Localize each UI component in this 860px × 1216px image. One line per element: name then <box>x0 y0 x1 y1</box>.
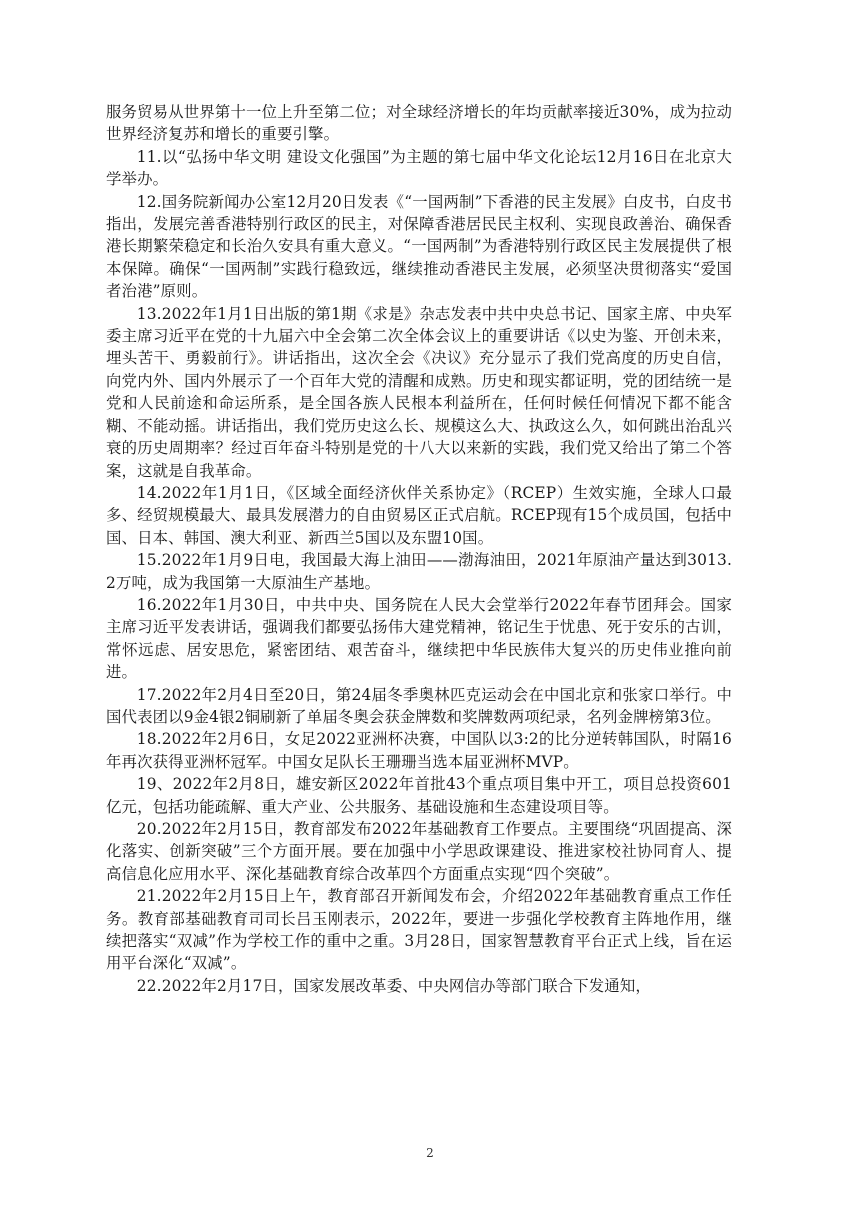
paragraph-15: 15.2022年1月9日电，我国最大海上油田——渤海油田，2021年原油产量达到3013.2万吨，成为我国第一大原油生产基地。 <box>106 551 732 592</box>
paragraph-10-continued: 服务贸易从世界第十一位上升至第二位；对全球经济增长的年均贡献率接近30%，成为拉动世界经济复苏和增长的重要引擎。 <box>106 103 732 144</box>
paragraph-12: 12.国务院新闻办公室12月20日发表《“一国两制”下香港的民主发展》白皮书，白皮书指出，发展完善香港特别行政区的民主，对保障香港居民民主权利、实现良政善治、确保香港长期繁荣稳定和长治久安具有重大意义。“一国两制”为香港特别行政区民主发展提供了根本保障。确保“一国两制”实践行稳致远，继续推动香港民主发展，必须坚决贯彻落实“爱国者治港”原则。 <box>106 192 732 301</box>
paragraph-14: 14.2022年1月1日，《区域全面经济伙伴关系协定》（RCEP）生效实施，全球人口最多、经贸规模最大、最具发展潜力的自由贸易区正式启航。RCEP现有15个成员国，包括中国、日本、韩国、澳大利亚、新西兰5国以及东盟10国。 <box>106 483 732 547</box>
paragraph-20: 20.2022年2月15日，教育部发布2022年基础教育工作要点。主要围绕“巩固提高、深化落实、创新突破”三个方面开展。要在加强中小学思政课建设、推进家校社协同育人、提高信息化应用水平、深化基础教育综合改革四个方面重点实现“四个突破”。 <box>106 820 732 883</box>
paragraph-19: 19、2022年2月8日，雄安新区2022年首批43个重点项目集中开工，项目总投资601亿元，包括功能疏解、重大产业、公共服务、基础设施和生态建设项目等。 <box>106 775 732 816</box>
paragraph-18: 18.2022年2月6日，女足2022亚洲杯决赛，中国队以3:2的比分逆转韩国队，时隔16年再次获得亚洲杯冠军。中国女足队长王珊珊当选本届亚洲杯MVP。 <box>106 730 732 771</box>
paragraph-13: 13.2022年1月1日出版的第1期《求是》杂志发表中共中央总书记、国家主席、中央军委主席习近平在党的十九届六中全会第二次全体会议上的重要讲话《以史为鉴、开创未来，埋头苦干、勇毅前行》。讲话指出，这次全会《决议》充分显示了我们党高度的历史自信，向党内外、国内外展示了一个百年大党的清醒和成熟。历史和现实都证明，党的团结统一是党和人民前途和命运所系，是全国各族人民根本利益所在，任何时候任何情况下都不能含糊、不能动摇。讲话指出，我们党历史这么长、规模这么大、执政这么久，如何跳出治乱兴衰的历史周期率？经过百年奋斗特别是党的十八大以来新的实践，我们党又给出了第二个答案，这就是自我革命。 <box>106 304 732 480</box>
paragraph-16: 16.2022年1月30日，中共中央、国务院在人民大会堂举行2022年春节团拜会。国家主席习近平发表讲话，强调我们都要弘扬伟大建党精神，铭记生于忧患、死于安乐的古训，常怀远虑、居安思危，紧密团结、艰苦奋斗，继续把中华民族伟大复兴的历史伟业推向前进。 <box>106 595 732 682</box>
paragraph-21: 21.2022年2月15日上午，教育部召开新闻发布会，介绍2022年基础教育重点工作任务。教育部基础教育司司长吕玉刚表示，2022年，要进一步强化学校教育主阵地作用，继续把落实“双减”作为学校工作的重中之重。3月28日，国家智慧教育平台正式上线，旨在运用平台深化“双减”。 <box>106 887 732 973</box>
paragraph-11: 11.以“弘扬中华文明 建设文化强国”为主题的第七届中华文化论坛12月16日在北京大学举办。 <box>106 147 732 189</box>
paragraph-22: 22.2022年2月17日，国家发展改革委、中央网信办等部门联合下发通知， <box>136 976 651 995</box>
page-number: 2 <box>426 1146 434 1160</box>
document-body <box>106 101 732 997</box>
paragraph-17: 17.2022年2月4日至20日，第24届冬季奥林匹克运动会在中国北京和张家口举行。中国代表团以9金4银2铜刷新了单届冬奥会获金牌数和奖牌数两项纪录，名列金牌榜第3位。 <box>106 685 732 726</box>
